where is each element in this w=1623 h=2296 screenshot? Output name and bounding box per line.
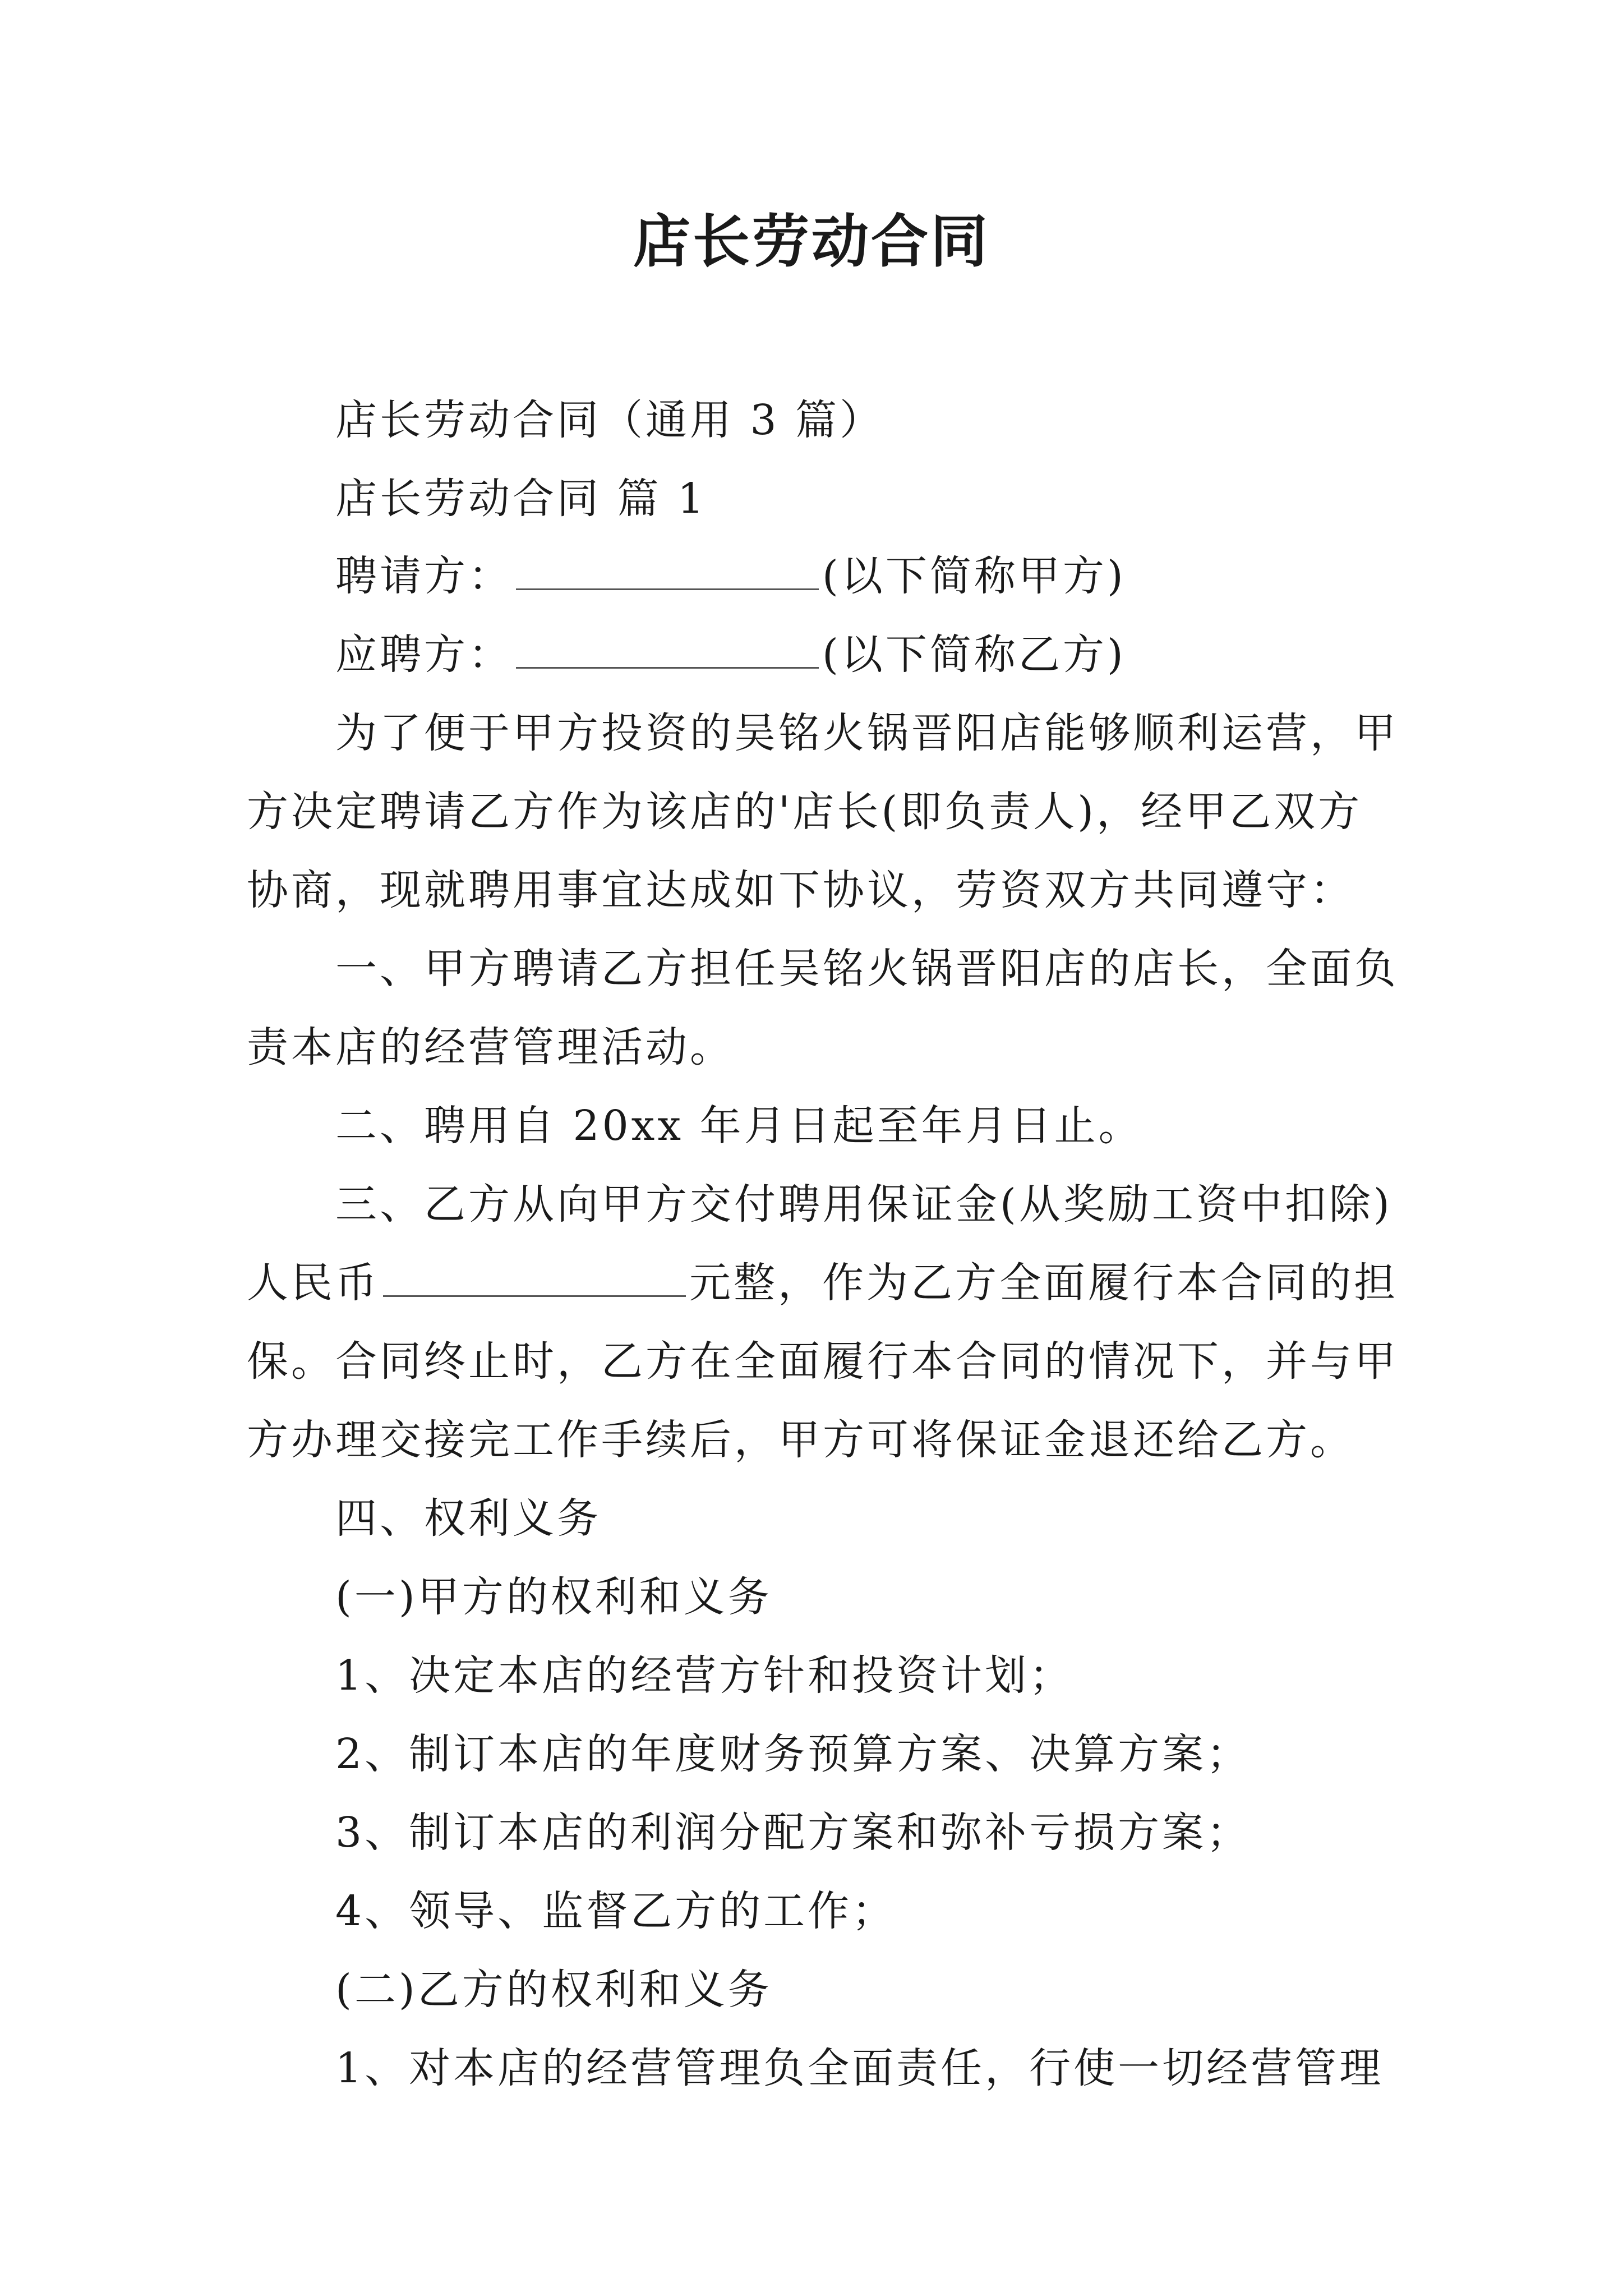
clause-3-line	[247, 1250, 1398, 1309]
intro-line: 为了便于甲方投资的吴铭火锅晋阳店能够顺利运营，甲	[335, 709, 1399, 757]
employer-label: 聘请方：	[335, 552, 513, 600]
party-b-heading: (二)乙方的权利和义务	[335, 1966, 772, 2014]
intro-line: 方决定聘请乙方作为该店的'店长(即负责人)，经甲乙双方	[247, 788, 1363, 836]
clause-1-line: 责本店的经营管理活动。	[247, 1023, 734, 1071]
subtitle: 店长劳动合同（通用 3 篇）	[335, 396, 884, 444]
currency-label: 人民币	[247, 1259, 380, 1307]
employer-blank	[516, 555, 819, 590]
party-a-item: 1、决定本店的经营方针和投资计划；	[335, 1651, 1074, 1700]
party-a-item: 3、制订本店的利润分配方案和弥补亏损方案；	[335, 1809, 1251, 1857]
clause-3-line: 方办理交接完工作手续后，甲方可将保证金退还给乙方。	[247, 1416, 1354, 1464]
intro-line: 协商，现就聘用事宜达成如下协议，劳资双方共同遵守：	[247, 866, 1354, 914]
party-a-heading: (一)甲方的权利和义务	[335, 1573, 772, 1621]
clause-1-line: 一、甲方聘请乙方担任吴铭火锅晋阳店的店长，全面负	[335, 945, 1399, 993]
document-title: 店长劳动合同	[633, 209, 990, 275]
clause-3-line: 三、乙方从向甲方交付聘用保证金(从奖励工资中扣除)	[335, 1180, 1393, 1228]
clause-3-text: 元整，作为乙方全面履行本合同的担	[689, 1259, 1398, 1307]
clause-3-line: 保。合同终止时，乙方在全面履行本合同的情况下，并与甲	[247, 1337, 1399, 1386]
employer-line	[335, 543, 1126, 602]
part-heading: 店长劳动合同 篇 1	[335, 475, 707, 523]
employee-label: 应聘方：	[335, 631, 513, 679]
clause-4-heading: 四、权利义务	[335, 1494, 601, 1543]
party-a-item: 2、制订本店的年度财务预算方案、决算方案；	[335, 1730, 1251, 1778]
employee-line	[335, 622, 1126, 681]
party-b-item: 1、对本店的经营管理负全面责任，行使一切经营管理	[335, 2044, 1384, 2092]
employer-suffix: (以下简称甲方)	[822, 552, 1126, 600]
party-a-item: 4、领导、监督乙方的工作；	[335, 1887, 897, 1935]
employee-blank	[516, 633, 819, 669]
clause-2: 二、聘用自 20xx 年月日起至年月日止。	[335, 1102, 1143, 1150]
employee-suffix: (以下简称乙方)	[822, 631, 1126, 679]
deposit-amount-blank	[383, 1262, 686, 1297]
